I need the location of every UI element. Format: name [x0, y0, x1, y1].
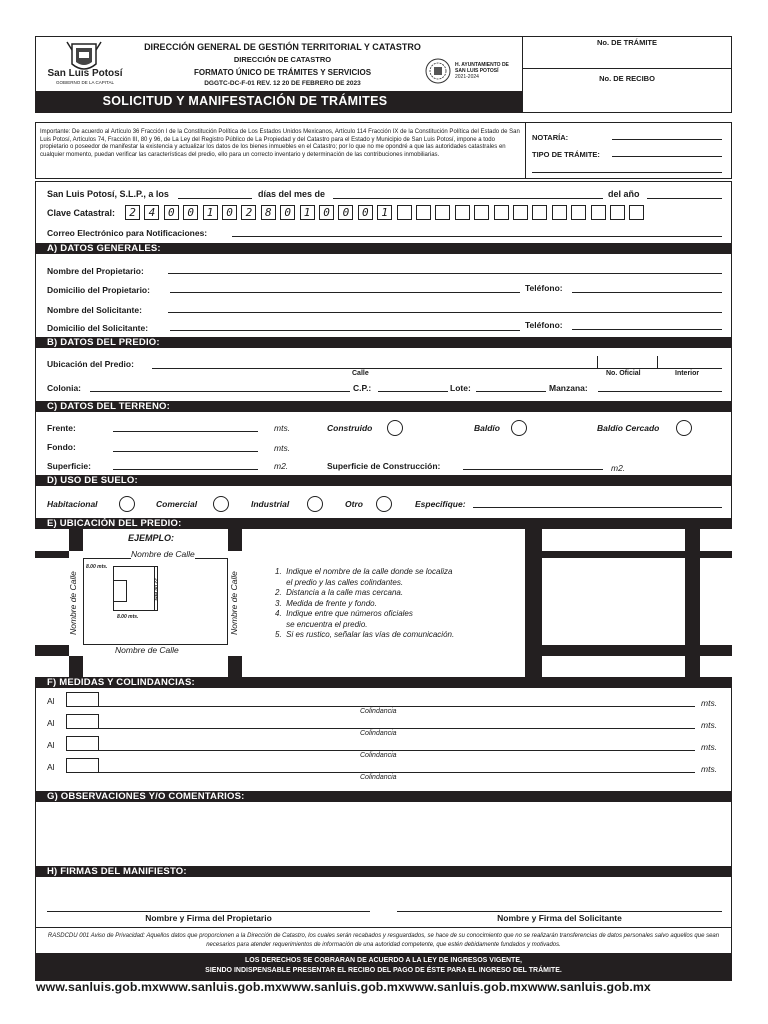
comercial-label: Comercial: [156, 499, 198, 509]
tipo-tramite-label: TIPO DE TRÁMITE:: [532, 150, 600, 159]
clave-digit-cell[interactable]: 1: [377, 205, 392, 220]
instruction-item: el predio y las calles colindantes.: [275, 577, 404, 587]
block-bot-r2[interactable]: [542, 656, 685, 677]
dom-solicitante-label: Domicilio del Solicitante:: [47, 323, 149, 333]
block-bot-r3[interactable]: [700, 656, 732, 677]
clave-digit-cell[interactable]: 0: [222, 205, 237, 220]
sup-construccion-unit: m2.: [611, 463, 626, 473]
clave-digit-cell[interactable]: [494, 205, 509, 220]
baldio-label: Baldío: [474, 423, 500, 433]
clave-digit-cell[interactable]: 2: [125, 205, 140, 220]
clave-digit-cell[interactable]: 0: [280, 205, 295, 220]
colindancia-caption: Colindancia: [360, 752, 397, 759]
anio-input[interactable]: [647, 198, 722, 199]
colindancia-caption: Colindancia: [360, 708, 397, 715]
privacy-divider: [35, 927, 732, 928]
colindancia-line[interactable]: [99, 706, 695, 707]
notaria-line[interactable]: [612, 139, 722, 140]
section-g-bar: G) OBSERVACIONES Y/O COMENTARIOS:: [35, 791, 732, 802]
dom-propietario-input[interactable]: [170, 292, 520, 293]
privacy-notice: RASDCDU 001 Aviso de Privacidad: Aquellos datos que proporcionen a la Dirección de Catastro, los cuales serán recabados y resguardados, se hace de su conocimiento que no se realizarán transferencias de datos personales salvo aquellos que sean necesarios para atender requerimientos de información de una autoridad competente, que estén debidamente fundados y motivados.: [47, 933, 720, 948]
instruction-item: 3. Medida de frente y fondo.: [275, 598, 377, 608]
cp-label: C.P.:: [353, 383, 372, 393]
block-tl[interactable]: [35, 529, 69, 551]
date-prefix: San Luis Potosí, S.L.P., a los: [47, 189, 169, 199]
mes-input[interactable]: [333, 198, 603, 199]
manzana-label: Manzana:: [549, 383, 588, 393]
colindancia-line[interactable]: [99, 750, 695, 751]
habitacional-label: Habitacional: [47, 499, 98, 509]
manzana-input[interactable]: [598, 391, 722, 392]
frente-unit: mts.: [274, 423, 291, 433]
no-recibo-label: No. DE RECIBO: [599, 74, 655, 83]
propietario-input[interactable]: [168, 273, 722, 274]
telefono1-label: Teléfono:: [525, 283, 563, 293]
no-oficial-divider: [597, 356, 598, 368]
superficie-input[interactable]: [113, 469, 258, 470]
correo-input[interactable]: [232, 236, 722, 237]
frente-label: Frente:: [47, 423, 76, 433]
ejemplo-label: EJEMPLO:: [128, 533, 175, 543]
tipo-tramite-line2[interactable]: [532, 172, 722, 173]
colonia-label: Colonia:: [47, 383, 81, 393]
colindancia-measure-box[interactable]: [66, 714, 99, 729]
instruction-item: 4. Indique entre que números oficiales: [275, 609, 413, 618]
instruction-item: 2. Distancia a la calle mas cercana.: [275, 588, 404, 597]
seal-text1: H. AYUNTAMIENTO DE: [455, 62, 509, 68]
instructions-list: [275, 567, 454, 641]
clave-digit-cell[interactable]: [552, 205, 567, 220]
legal-notice: Importante: De acuerdo al Artículo 36 Fracción I de la Constitución Política de Los Estados Unidos Mexicanos, Artículo 114 Fracción IX de la Constitución Política del Estado de San Luis Potosí, Artículos 74, Fracción III, 80 y 96, de La Ley del Registro Público de La Propiedad y del Catastro para el Estado y Municipio de San Luis Potosí, impone a todo propietario o poseedor de manifestar la existencia y actualizar los datos de los bienes inmuebles en el Catastro; por lo que no me opondré a que las autoridades catastrales en cualquier momento, puedan verificar las características del predio, ello para un correcto inventario y determinación de las contribuciones inmobiliarias.: [40, 129, 520, 158]
solicitante-label: Nombre del Solicitante:: [47, 305, 142, 315]
notaria-label: NOTARÍA:: [532, 133, 569, 142]
clave-digit-cell[interactable]: [629, 205, 644, 220]
seal-text2: SAN LUIS POTOSÍ: [455, 68, 499, 74]
cp-input[interactable]: [378, 391, 448, 392]
baldio-radio[interactable]: [511, 420, 527, 436]
colindancias-rows: [35, 690, 732, 788]
no-oficial-caption: No. Oficial: [606, 370, 641, 377]
calle-bottom-label: Nombre de Calle: [115, 645, 179, 655]
colindancia-al-label: Al: [47, 696, 55, 706]
clave-digit-cell[interactable]: [610, 205, 625, 220]
telefono1-input[interactable]: [572, 292, 722, 293]
dias-label: días del mes de: [258, 189, 326, 199]
interior-divider: [657, 356, 658, 368]
colindancia-unit: mts.: [701, 764, 718, 774]
clave-digit-cell[interactable]: 0: [319, 205, 334, 220]
lote-label: Lote:: [450, 383, 471, 393]
logo-subtext: GOBIERNO DE LA CAPITAL: [56, 80, 114, 85]
calle-left-label: Nombre de Calle: [68, 571, 78, 635]
firma-propietario-label: Nombre y Firma del Propietario: [145, 913, 272, 923]
example-22m: 22.00 mts.: [152, 577, 159, 603]
clave-digit-cell[interactable]: 2: [241, 205, 256, 220]
clave-digit-cell[interactable]: 0: [183, 205, 198, 220]
tipo-tramite-line[interactable]: [612, 156, 722, 157]
notice-divider: [525, 122, 526, 179]
section-f-bar: F) MEDIDAS Y COLINDANCIAS:: [35, 677, 732, 688]
example-8m-top: 8.00 mts.: [86, 564, 108, 570]
comercial-radio[interactable]: [213, 496, 229, 512]
ayuntamiento-seal: [424, 57, 452, 85]
firma-solicitante-label: Nombre y Firma del Solicitante: [497, 913, 622, 923]
website-watermark[interactable]: www.sanluis.gob.mxwww.sanluis.gob.mxwww.sanluis.gob.mxwww.sanluis.gob.mxwww.sanluis.gob.mx: [36, 980, 651, 994]
section-h-bar: H) FIRMAS DEL MANIFIESTO:: [35, 866, 732, 877]
colindancia-unit: mts.: [701, 698, 718, 708]
propietario-label: Nombre del Propietario:: [47, 266, 144, 276]
superficie-unit: m2.: [274, 461, 289, 471]
colindancia-measure-box[interactable]: [66, 758, 99, 773]
clave-digit-cell[interactable]: [397, 205, 412, 220]
clave-digit-cell[interactable]: 1: [203, 205, 218, 220]
header-line3: FORMATO ÚNICO DE TRÁMITES Y SERVICIOS: [193, 68, 372, 77]
colindancia-unit: mts.: [701, 742, 718, 752]
dom-solicitante-input[interactable]: [170, 330, 520, 331]
frente-input[interactable]: [113, 431, 258, 432]
fondo-unit: mts.: [274, 443, 291, 453]
clave-digit-cell[interactable]: [416, 205, 431, 220]
clave-digit-cell[interactable]: 8: [261, 205, 276, 220]
ubicacion-label: Ubicación del Predio:: [47, 359, 134, 369]
seal-text3: 2021-2024: [455, 74, 479, 80]
block-mid-r3[interactable]: [700, 558, 732, 645]
clave-digit-cell[interactable]: [532, 205, 547, 220]
form-title: SOLICITUD Y MANIFESTACIÓN DE TRÁMITES: [102, 94, 388, 108]
fondo-input[interactable]: [113, 451, 258, 452]
footer-line1: LOS DERECHOS SE COBRARAN DE ACUERDO A LA LEY DE INGRESOS VIGENTE,: [245, 957, 522, 964]
clave-digit-cell[interactable]: [474, 205, 489, 220]
dom-propietario-label: Domicilio del Propietario:: [47, 285, 150, 295]
clave-digit-cell[interactable]: 4: [144, 205, 159, 220]
block-top-r2[interactable]: [542, 529, 685, 551]
baldio-cercado-label: Baldío Cercado: [597, 423, 660, 433]
header-line2: DIRECCIÓN DE CATASTRO: [233, 55, 332, 64]
observaciones-area[interactable]: [36, 802, 731, 866]
block-top-r1[interactable]: [242, 529, 525, 551]
clave-digit-cell[interactable]: [435, 205, 450, 220]
baldio-cercado-radio[interactable]: [676, 420, 692, 436]
clave-digit-cell[interactable]: 1: [300, 205, 315, 220]
firma-solicitante-line[interactable]: [397, 911, 722, 912]
otro-radio[interactable]: [376, 496, 392, 512]
colindancia-al-label: Al: [47, 718, 55, 728]
no-tramite-label: No. DE TRÁMITE: [597, 38, 657, 47]
calle-caption: Calle: [352, 370, 369, 377]
habitacional-radio[interactable]: [119, 496, 135, 512]
clave-digit-cell[interactable]: [455, 205, 470, 220]
especifique-label: Especifique:: [415, 499, 466, 509]
logo-text: San Luis Potosí: [47, 68, 123, 79]
lote-input[interactable]: [476, 391, 546, 392]
seal-icon: [424, 57, 452, 85]
clave-digit-cell[interactable]: 0: [358, 205, 373, 220]
footer-line2: SIENDO INDISPENSABLE PRESENTAR EL RECIBO DEL PAGO DE ÉSTE PARA EL INGRESO DEL TRÁMITE.: [205, 967, 562, 974]
correo-label: Correo Electrónico para Notificaciones:: [47, 228, 208, 238]
especifique-input[interactable]: [473, 507, 722, 508]
block-top-r3[interactable]: [700, 529, 732, 551]
block-bot-center[interactable]: [83, 656, 228, 677]
colindancia-line[interactable]: [99, 772, 695, 773]
colindancia-caption: Colindancia: [360, 730, 397, 737]
section-e-bar: E) UBICACIÓN DEL PREDIO:: [35, 518, 732, 529]
clave-label: Clave Catastral:: [47, 208, 116, 218]
dias-input[interactable]: [178, 198, 252, 199]
section-d-bar: D) USO DE SUELO:: [35, 475, 732, 486]
construido-label: Construido: [327, 423, 373, 433]
sup-construccion-label: Superficie de Construcción:: [327, 461, 441, 471]
example-lot-inner: [113, 580, 127, 602]
anio-label: del año: [608, 189, 640, 199]
block-bot-r1[interactable]: [242, 656, 525, 677]
telefono2-label: Teléfono:: [525, 320, 563, 330]
construido-radio[interactable]: [387, 420, 403, 436]
otro-label: Otro: [345, 499, 363, 509]
block-mid-r2[interactable]: [542, 558, 685, 645]
header-line4: DGGTC-DC-F-01 REV. 12 20 DE FEBRERO DE 2023: [204, 80, 361, 87]
clave-digit-cell[interactable]: 0: [164, 205, 179, 220]
instruction-item: se encuentra el predio.: [275, 619, 368, 629]
section-a-bar: A) DATOS GENERALES:: [35, 243, 732, 254]
colindancia-line[interactable]: [99, 728, 695, 729]
clave-digit-cell[interactable]: 0: [338, 205, 353, 220]
header-right-hdivider: [522, 68, 732, 69]
colindancia-unit: mts.: [701, 720, 718, 730]
solicitante-input[interactable]: [168, 312, 722, 313]
firma-propietario-line[interactable]: [47, 911, 370, 912]
calle-right-label: Nombre de Calle: [229, 571, 239, 635]
sup-construccion-input[interactable]: [463, 469, 603, 470]
clave-cells: [125, 205, 725, 221]
instruction-item: 1. Indique el nombre de la calle donde se localiza: [275, 567, 453, 576]
clave-digit-cell[interactable]: [591, 205, 606, 220]
superficie-label: Superficie:: [47, 461, 91, 471]
calle-top-label: Nombre de Calle: [131, 549, 195, 559]
industrial-radio[interactable]: [307, 496, 323, 512]
industrial-label: Industrial: [251, 499, 290, 509]
section-c-bar: C) DATOS DEL TERRENO:: [35, 401, 732, 412]
clave-digit-cell[interactable]: [513, 205, 528, 220]
telefono2-input[interactable]: [572, 329, 722, 330]
instruction-item: 5. Si es rustico, señalar las vías de comunicación.: [275, 630, 455, 639]
interior-caption: Interior: [675, 370, 700, 377]
example-8m-bottom: 8.00 mts.: [117, 614, 139, 620]
clave-digit-cell[interactable]: [571, 205, 586, 220]
fondo-label: Fondo:: [47, 442, 76, 452]
colindancia-caption: Colindancia: [360, 774, 397, 781]
colonia-input[interactable]: [90, 391, 350, 392]
block-bot-left[interactable]: [35, 656, 69, 677]
colindancia-al-label: Al: [47, 762, 55, 772]
colindancia-measure-box[interactable]: [66, 692, 99, 707]
colindancia-al-label: Al: [47, 740, 55, 750]
calle-input[interactable]: [152, 368, 722, 369]
block-mid-left[interactable]: [35, 558, 69, 645]
colindancia-measure-box[interactable]: [66, 736, 99, 751]
header-line1: DIRECCIÓN GENERAL DE GESTIÓN TERRITORIAL Y CATASTRO: [144, 42, 421, 52]
section-b-bar: B) DATOS DEL PREDIO:: [35, 337, 732, 348]
